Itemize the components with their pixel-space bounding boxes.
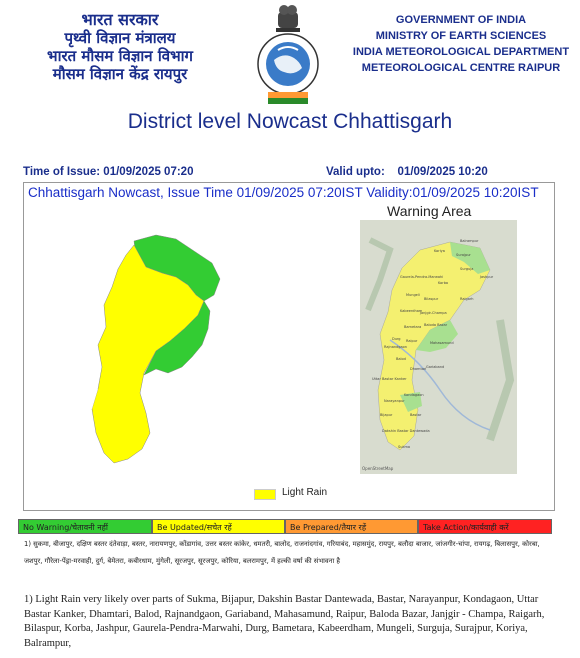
svg-text:Kabeerdham: Kabeerdham xyxy=(400,309,423,313)
page-title: District level Nowcast Chhattisgarh xyxy=(127,110,453,133)
svg-text:Raigarh: Raigarh xyxy=(460,297,474,301)
warning-level-be-prepared xyxy=(285,519,418,534)
svg-text:Jashpur: Jashpur xyxy=(480,275,494,279)
svg-text:Gariaband: Gariaband xyxy=(426,365,445,369)
svg-text:Kondagaon: Kondagaon xyxy=(404,393,424,397)
svg-text:Bilaspur: Bilaspur xyxy=(424,297,439,301)
warning-area-map xyxy=(360,220,517,474)
svg-text:Balod: Balod xyxy=(396,357,406,361)
warning-area-title: Warning Area xyxy=(387,203,472,219)
svg-text:Dhamtari: Dhamtari xyxy=(410,367,427,371)
english-header-line: MINISTRY OF EARTH SCIENCES xyxy=(375,30,547,42)
warning-level-label: Be Updated/सचेत रहें xyxy=(157,523,232,532)
emblem-icon xyxy=(254,2,322,106)
warning-level-label: Take Action/कार्यवाही करें xyxy=(423,523,509,532)
warning-level-take-action xyxy=(418,519,552,534)
svg-text:Balrampur: Balrampur xyxy=(460,239,479,243)
hindi-header-line: भारत सरकार xyxy=(81,10,159,29)
svg-text:Uttar Bastar Kanker: Uttar Bastar Kanker xyxy=(372,377,407,381)
hindi-header-line: भारत मौसम विज्ञान विभाग xyxy=(47,47,193,65)
hindi-header-line: मौसम विज्ञान केंद्र रायपुर xyxy=(52,65,188,83)
hindi-forecast-text: 1) सुकमा, बीजापुर, दक्षिण बस्तर दंतेवाड़ा, बस्तर, नारायणपुर, कोंडागांव, उत्तर बस्तर कांकेर, धमतरी, बालोद, राजनांदगांव, गरियाबंद, महासमुंद, रायपुर, बलौदा बाजार, जांजगीर-चांपा, रायगढ़, बिलासपुर, कोरबा, जशपुर, गौरेला-पेंड्रा-मरवाही, दुर्ग, बेमेतरा, कबीरधाम, मुंगेली, सूरजपुर, सूरजपुर, कोरिया, बलरामपुर, में हल्की वर्षा की संभावना है xyxy=(24,540,540,565)
valid-upto: Valid upto: 01/09/2025 10:20 xyxy=(326,166,488,178)
svg-text:Durg: Durg xyxy=(392,337,401,341)
state-district-map xyxy=(84,233,244,468)
svg-text:Raipur: Raipur xyxy=(406,339,418,343)
svg-text:Bijapur: Bijapur xyxy=(380,413,393,417)
warning-level-label: No Warning/चेतावनी नहीं xyxy=(23,523,108,532)
english-forecast-text: 1) Light Rain very likely over parts of Sukma, Bijapur, Dakshin Bastar Dantewada, Bastar, Narayanpur, Kondagaon, Uttar Bastar Kanker, Dhamtari, Balod, Rajnandgaon, Gariaband, Mahasamund, Raipur, Baloda Bazar, Janjgir - Champa, Raigarh, Bilaspur, Korba, Jashpur, Gaurela-Pendra-Marwahi, Durg, Bametara, Kabeerdham, Mungeli, Surguja, Surajpur, Koriya, Balrampur, xyxy=(24,594,545,649)
svg-text:Surguja: Surguja xyxy=(460,267,474,271)
nowcast-map-panel xyxy=(23,182,555,511)
time-of-issue: Time of Issue: 01/09/2025 07:20 xyxy=(23,166,194,178)
svg-text:Baloda Bazar: Baloda Bazar xyxy=(424,323,448,327)
svg-text:Bastar: Bastar xyxy=(410,413,422,417)
map-title: Chhattisgarh Nowcast, Issue Time 01/09/2025 07:20IST Validity:01/09/2025 10:20IST xyxy=(28,185,539,200)
svg-text:Narayanpur: Narayanpur xyxy=(384,399,405,403)
svg-text:Rajnandgaon: Rajnandgaon xyxy=(384,345,408,349)
warning-level-label: Be Prepared/तैयार रहें xyxy=(290,523,367,532)
legend-swatch-light-rain xyxy=(254,489,276,500)
english-header xyxy=(346,12,576,76)
svg-text:Janjgir-Champa: Janjgir-Champa xyxy=(420,311,447,315)
hindi-header xyxy=(20,10,220,83)
english-header-line: GOVERNMENT OF INDIA xyxy=(395,14,527,26)
english-header-line: INDIA METEOROLOGICAL DEPARTMENT xyxy=(352,46,570,58)
svg-text:Gaurela-Pendra-Marwahi: Gaurela-Pendra-Marwahi xyxy=(400,275,444,279)
imd-emblem-logo xyxy=(254,2,322,106)
svg-text:Dakshin Bastar Dantewada: Dakshin Bastar Dantewada xyxy=(382,429,430,433)
svg-text:Surajpur: Surajpur xyxy=(456,253,471,257)
warning-level-no-warning xyxy=(18,519,152,534)
svg-text:Korba: Korba xyxy=(438,281,449,285)
hindi-header-line: पृथ्वी विज्ञान मंत्रालय xyxy=(64,29,176,47)
svg-text:Koriya: Koriya xyxy=(434,249,445,253)
warning-level-be-updated xyxy=(152,519,285,534)
svg-text:Mahasamund: Mahasamund xyxy=(430,341,454,345)
legend-label-light-rain: Light Rain xyxy=(282,487,328,498)
svg-text:Sukma: Sukma xyxy=(398,445,411,449)
svg-text:Mungeli: Mungeli xyxy=(406,293,420,297)
english-header-line: METEOROLOGICAL CENTRE RAIPUR xyxy=(361,62,561,74)
svg-text:Bametara: Bametara xyxy=(404,325,422,329)
map-copyright: OpenStreetMap xyxy=(362,466,394,471)
